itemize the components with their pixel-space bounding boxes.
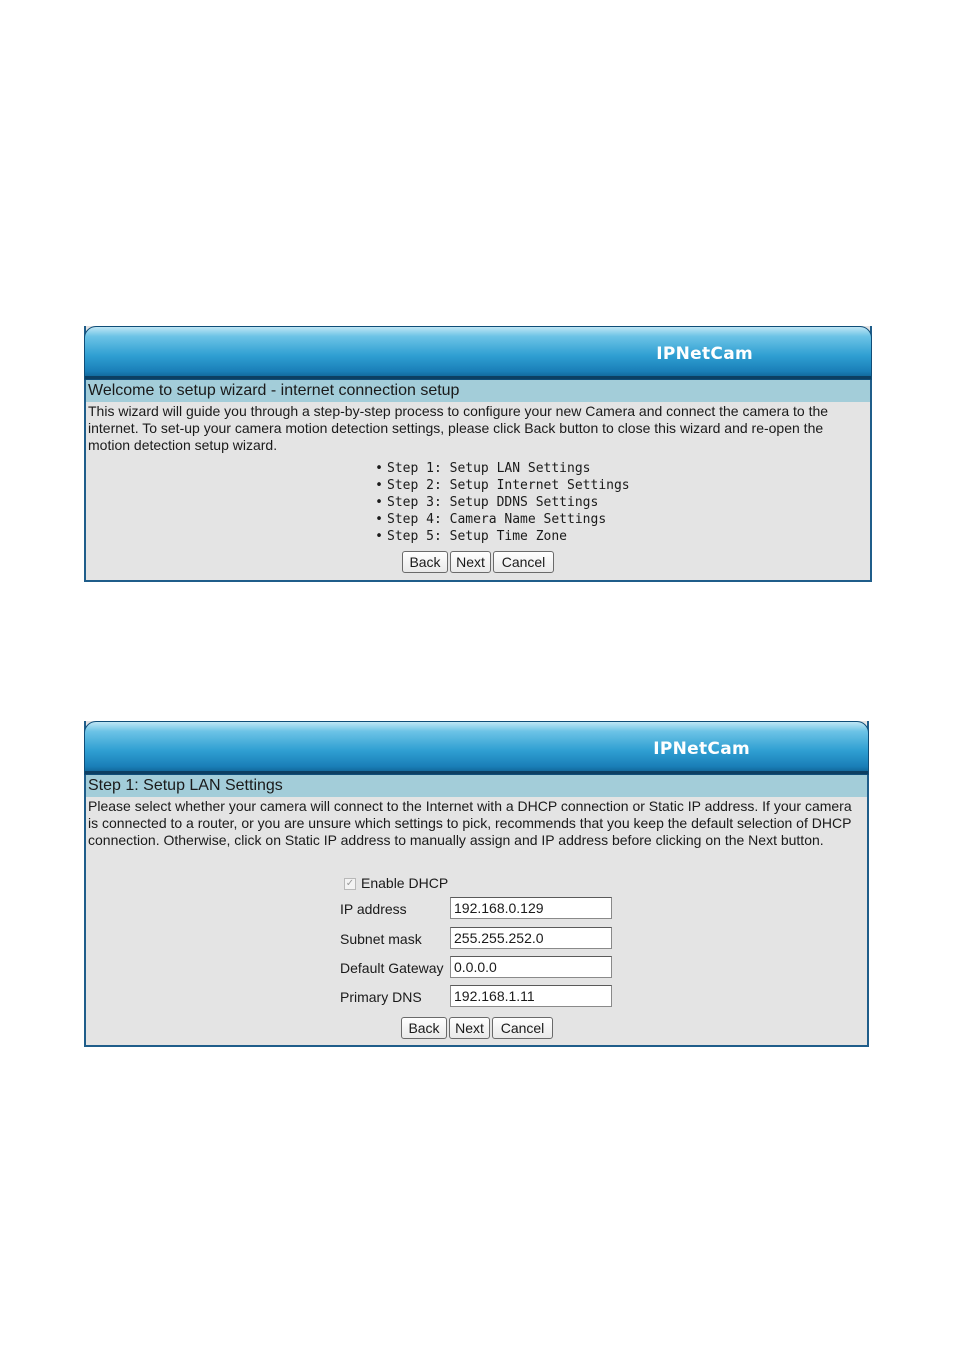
primary-dns-input[interactable]: 192.168.1.11 (450, 985, 612, 1007)
list-item: • Step 1: Setup LAN Settings (371, 460, 630, 477)
wizard-title: Step 1: Setup LAN Settings (86, 775, 867, 797)
bullet-icon: • (375, 495, 383, 510)
header-banner (84, 326, 872, 380)
list-item: • Step 4: Camera Name Settings (371, 511, 630, 528)
ip-address-input[interactable]: 192.168.0.129 (450, 897, 612, 919)
welcome-wizard-panel (84, 326, 872, 582)
brand-logo: IPNetCam (653, 739, 750, 759)
list-item: • Step 2: Setup Internet Settings (371, 477, 630, 494)
cancel-button[interactable]: Cancel (492, 1017, 553, 1039)
next-button[interactable]: Next (449, 1017, 490, 1039)
list-item: • Step 5: Setup Time Zone (371, 528, 630, 545)
next-button[interactable]: Next (450, 551, 491, 573)
lan-settings-panel (84, 721, 869, 1047)
wizard-title: Welcome to setup wizard - internet connection setup (86, 380, 870, 402)
header-banner (84, 721, 869, 775)
list-item: • Step 3: Setup DDNS Settings (371, 494, 630, 511)
default-gateway-input[interactable]: 0.0.0.0 (450, 956, 612, 978)
back-button[interactable]: Back (402, 551, 448, 573)
ip-address-label: IP address (340, 901, 407, 917)
enable-dhcp-checkbox[interactable]: ✓ (345, 878, 355, 889)
primary-dns-label: Primary DNS (340, 989, 422, 1005)
brand-logo: IPNetCam (656, 344, 753, 364)
wizard-description: Please select whether your camera will connect to the Internet with a DHCP connection or Static IP address. If your camera is connected to a router, or you are unsure which settings to pick, recommends that you keep the default selection of DHCP connection. Otherwise, click on Static IP address to manually assign and IP address before clicking on the Next button. (88, 798, 852, 848)
wizard-description: This wizard will guide you through a step-by-step process to configure your new Camera and connect the camera to the internet. To set-up your camera motion detection settings, please click Back button to close this wizard and re-open the motion detection setup wizard. (88, 403, 829, 453)
back-button[interactable]: Back (401, 1017, 447, 1039)
bullet-icon: • (375, 478, 383, 493)
subnet-mask-label: Subnet mask (340, 931, 422, 947)
steps-list (371, 460, 630, 545)
cancel-button[interactable]: Cancel (493, 551, 554, 573)
bullet-icon: • (375, 461, 383, 476)
subnet-mask-input[interactable]: 255.255.252.0 (450, 927, 612, 949)
enable-dhcp-label: Enable DHCP (361, 875, 449, 891)
bullet-icon: • (375, 512, 383, 527)
bullet-icon: • (375, 529, 383, 544)
default-gateway-label: Default Gateway (340, 960, 444, 976)
